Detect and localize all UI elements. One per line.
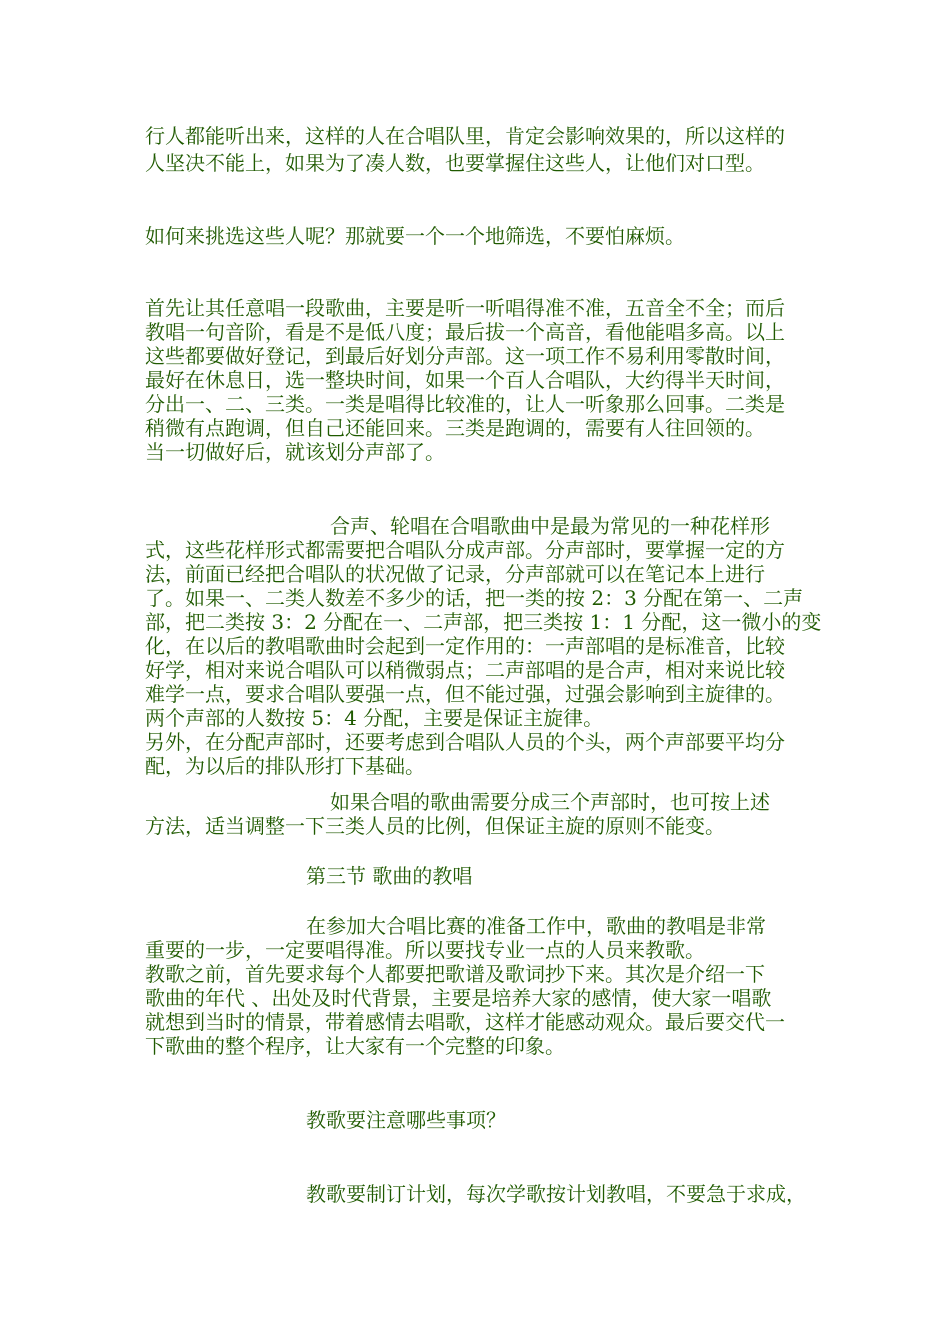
section-heading: 第三节 歌曲的教唱 (306, 864, 473, 888)
text-line: 教歌要制订计划，每次学歌按计划教唱，不要急于求成， (306, 1182, 806, 1206)
text-line: 部，把二类按 3：2 分配在一、二声部，把三类按 1：1 分配，这一微小的变 (145, 610, 822, 634)
text-line: 化，在以后的教唱歌曲时会起到一定作用的：一声部唱的是标准音，比较 (145, 634, 785, 658)
text-line: 人坚决不能上，如果为了凑人数，也要掌握住这些人，让他们对口型。 (145, 151, 765, 175)
text-line: 教歌之前，首先要求每个人都要把歌谱及歌词抄下来。其次是介绍一下 (145, 962, 765, 986)
text-line: 这些都要做好登记，到最后好划分声部。这一项工作不易利用零散时间， (145, 344, 785, 368)
text-line: 就想到当时的情景，带着感情去唱歌，这样才能感动观众。最后要交代一 (145, 1010, 785, 1034)
question-heading: 教歌要注意哪些事项？ (306, 1108, 506, 1132)
text-line: 下歌曲的整个程序，让大家有一个完整的印象。 (145, 1034, 565, 1058)
text-line: 歌曲的年代 、出处及时代背景，主要是培养大家的感情，使大家一唱歌 (145, 986, 772, 1010)
text-line: 好学，相对来说合唱队可以稍微弱点；二声部唱的是合声，相对来说比较 (145, 658, 785, 682)
text-line: 式，这些花样形式都需要把合唱队分成声部。分声部时，要掌握一定的方 (145, 538, 785, 562)
text-line: 如何来挑选这些人呢？那就要一个一个地筛选，不要怕麻烦。 (145, 224, 685, 248)
text-line: 难学一点，要求合唱队要强一点，但不能过强，过强会影响到主旋律的。 (145, 682, 785, 706)
text-line: 法，前面已经把合唱队的状况做了记录，分声部就可以在笔记本上进行 (145, 562, 765, 586)
text-line: 最好在休息日，选一整块时间，如果一个百人合唱队，大约得半天时间， (145, 368, 785, 392)
text-line: 合声、轮唱在合唱歌曲中是最为常见的一种花样形 (330, 514, 770, 538)
text-line: 稍微有点跑调，但自己还能回来。三类是跑调的，需要有人往回领的。 (145, 416, 765, 440)
text-line: 如果合唱的歌曲需要分成三个声部时，也可按上述 (330, 790, 770, 814)
text-line: 重要的一步，一定要唱得准。所以要找专业一点的人员来教歌。 (145, 938, 705, 962)
text-line: 在参加大合唱比赛的准备工作中，歌曲的教唱是非常 (306, 914, 766, 938)
text-line: 方法，适当调整一下三类人员的比例，但保证主旋的原则不能变。 (145, 814, 725, 838)
text-line: 教唱一句音阶，看是不是低八度；最后拔一个高音，看他能唱多高。以上 (145, 320, 785, 344)
text-line: 行人都能听出来，这样的人在合唱队里，肯定会影响效果的，所以这样的 (145, 124, 785, 148)
text-line: 配，为以后的排队形打下基础。 (145, 754, 425, 778)
text-line: 分出一、二、三类。一类是唱得比较准的，让人一听象那么回事。二类是 (145, 392, 785, 416)
text-line: 两个声部的人数按 5：4 分配，主要是保证主旋律。 (145, 706, 604, 730)
text-line: 当一切做好后，就该划分声部了。 (145, 440, 445, 464)
text-line: 首先让其任意唱一段歌曲，主要是听一听唱得准不准，五音全不全；而后 (145, 296, 785, 320)
text-line: 另外，在分配声部时，还要考虑到合唱队人员的个头，两个声部要平均分 (145, 730, 785, 754)
text-line: 了。如果一、二类人数差不多少的话，把一类的按 2：3 分配在第一、二声 (145, 586, 804, 610)
